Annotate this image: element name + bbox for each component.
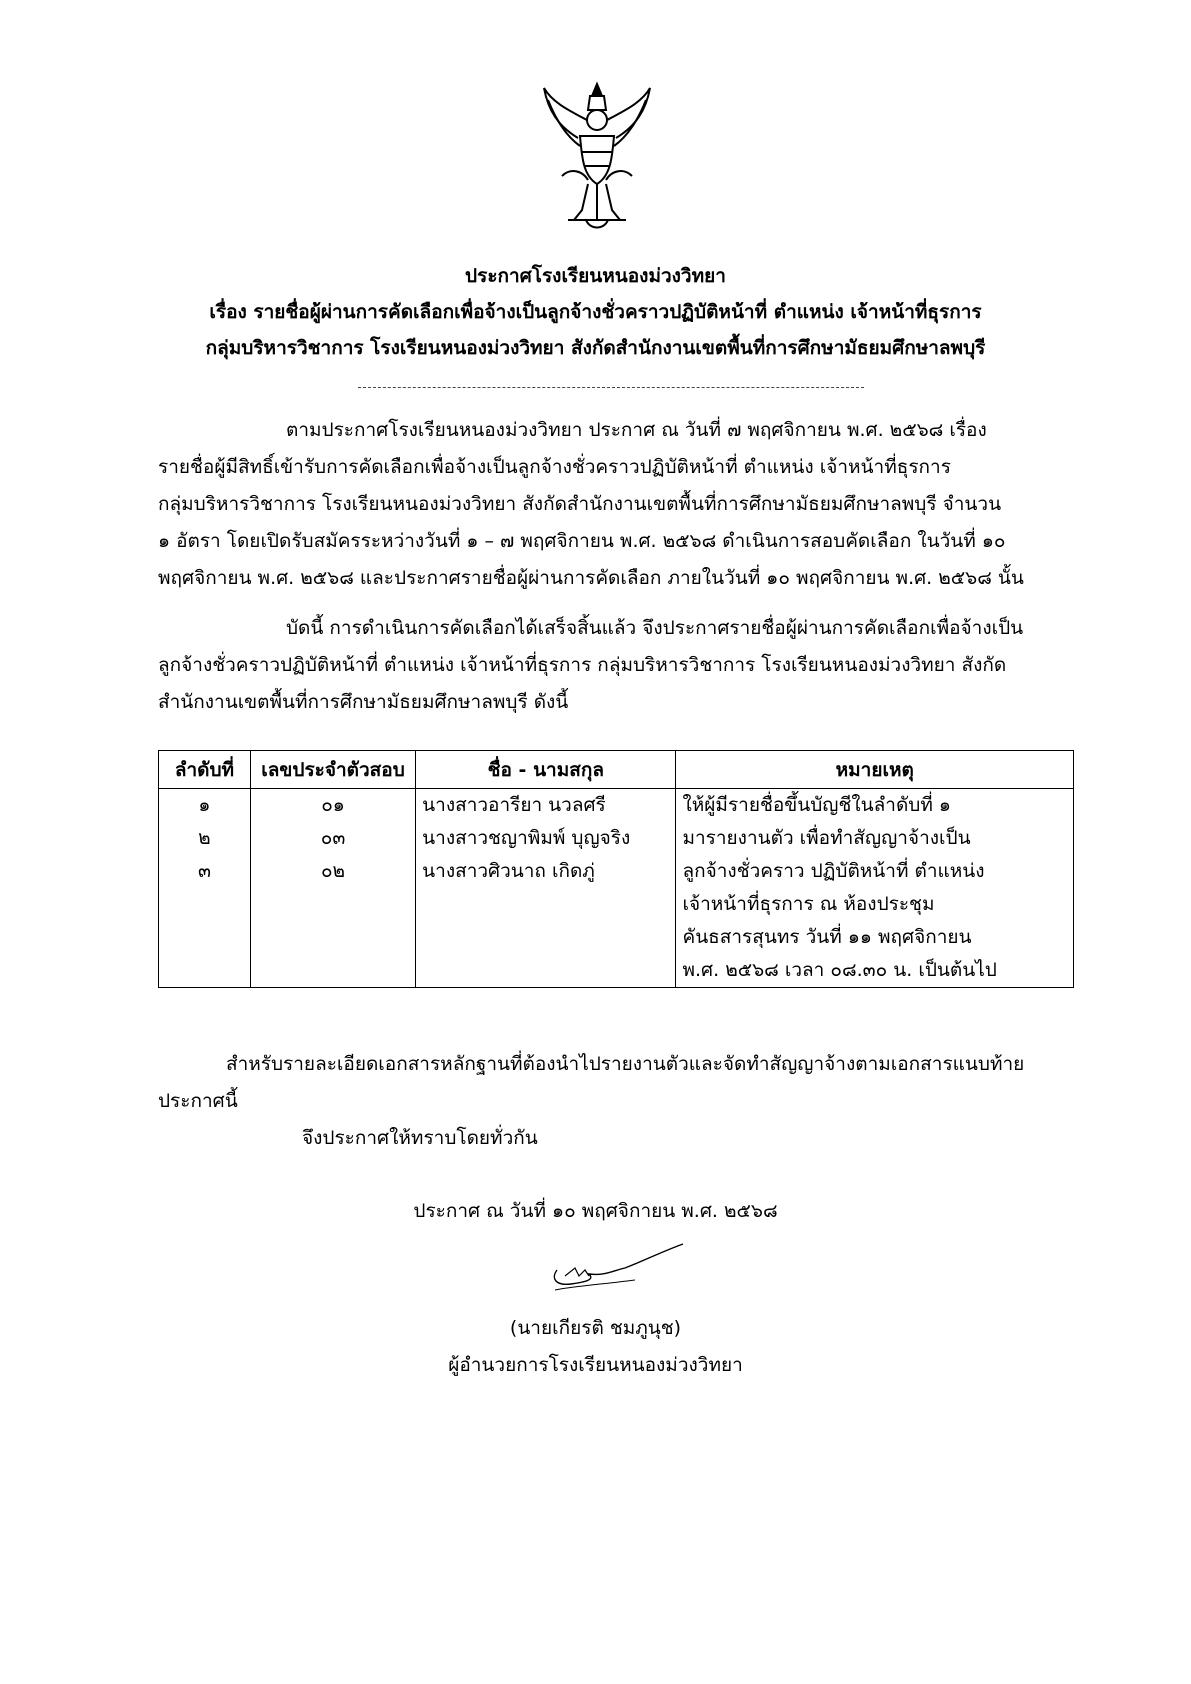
candidate-table <box>158 750 1074 988</box>
announce-text: จึงประกาศให้ทราบโดยทั่วกัน <box>302 1127 538 1149</box>
exam-id-cell: ๐๑ ๐๓ ๐๒ <box>250 789 415 988</box>
signer-title: ผู้อำนวยการโรงเรียนหนองม่วงวิทยา <box>448 1354 743 1376</box>
table-row <box>159 789 1074 988</box>
paragraph-line: กลุ่มบริหารวิชาการ โรงเรียนหนองม่วงวิทยา สังกัดสำนักงานเขตพื้นที่การศึกษามัธยมศึกษาลพบุรี จำนวน <box>158 493 1002 515</box>
signature-icon <box>545 1240 685 1296</box>
header-exam-id: เลขประจำตัวสอบ <box>250 751 415 789</box>
header-name: ชื่อ - นามสกุล <box>416 751 676 789</box>
paragraph-line: รายชื่อผู้มีสิทธิ์เข้ารับการคัดเลือกเพื่อจ้างเป็นลูกจ้างชั่วคราวปฏิบัติหน้าที่ ตำแหน่ง เจ้าหน้าที่ธุรการ <box>158 456 951 478</box>
remark-cell: ให้ผู้มีรายชื่อขึ้นบัญชีในลำดับที่ ๑ มารายงานตัว เพื่อทำสัญญาจ้างเป็น ลูกจ้างชั่วคราว ปฏิบัติหน้าที่ ตำแหน่ง เจ้าหน้าที่ธุรการ ณ ห้องประชุม คันธสารสุนทร วันที่ ๑๑ พฤศจิกายน พ.ศ. ๒๕๖๘ เวลา ๐๘.๓๐ น. เป็นต้นไป <box>676 789 1074 988</box>
signer-name: (นายเกียรติ ชมภูนุช) <box>509 1317 682 1339</box>
paragraph-line: ๑ อัตรา โดยเปิดรับสมัครระหว่างวันที่ ๑ – ๗ พฤศจิกายน พ.ศ. ๒๕๖๘ ดำเนินการสอบคัดเลือก ในวันที่ ๑๐ <box>158 530 1006 552</box>
garuda-emblem-icon <box>538 80 656 236</box>
announce-date: ประกาศ ณ วันที่ ๑๐ พฤศจิกายน พ.ศ. ๒๕๖๘ <box>413 1200 778 1222</box>
order-cell: ๑ ๒ ๓ <box>159 789 251 988</box>
announcement-title: ประกาศโรงเรียนหนองม่วงวิทยา <box>465 265 726 287</box>
name-cell: นางสาวอารียา นวลศรี นางสาวชญาพิมพ์ บุญจริง นางสาวศิวนาถ เกิดภู่ <box>416 789 676 988</box>
subject-line-1: เรื่อง รายชื่อผู้ผ่านการคัดเลือกเพื่อจ้างเป็นลูกจ้างชั่วคราวปฏิบัติหน้าที่ ตำแหน่ง เจ้าหน้าที่ธุรการ <box>209 301 982 323</box>
divider-line <box>358 387 864 388</box>
subject-line-2: กลุ่มบริหารวิชาการ โรงเรียนหนองม่วงวิทยา สังกัดสำนักงานเขตพื้นที่การศึกษามัธยมศึกษาลพบุรี <box>205 337 986 359</box>
paragraph-line: สำนักงานเขตพื้นที่การศึกษามัธยมศึกษาลพบุรี ดังนี้ <box>158 691 569 713</box>
paragraph-line: บัดนี้ การดำเนินการคัดเลือกได้เสร็จสิ้นแล้ว จึงประกาศรายชื่อผู้ผ่านการคัดเลือกเพื่อจ้างเป็น <box>286 617 1024 639</box>
closing-note-line-2: ประกาศนี้ <box>158 1090 238 1112</box>
closing-note-line-1: สำหรับรายละเอียดเอกสารหลักฐานที่ต้องนำไปรายงานตัวและจัดทำสัญญาจ้างตามเอกสารแนบท้าย <box>226 1053 1025 1075</box>
paragraph-2 <box>158 610 1074 721</box>
paragraph-line: ตามประกาศโรงเรียนหนองม่วงวิทยา ประกาศ ณ วันที่ ๗ พฤศจิกายน พ.ศ. ๒๕๖๘ เรื่อง <box>286 419 987 441</box>
header-order: ลำดับที่ <box>159 751 251 789</box>
paragraph-line: พฤศจิกายน พ.ศ. ๒๕๖๘ และประกาศรายชื่อผู้ผ่านการคัดเลือก ภายในวันที่ ๑๐ พฤศจิกายน พ.ศ. ๒๕๖๘ นั้น <box>158 567 1024 589</box>
header-remark: หมายเหตุ <box>676 751 1074 789</box>
table-header-row <box>159 751 1074 789</box>
paragraph-line: ลูกจ้างชั่วคราวปฏิบัติหน้าที่ ตำแหน่ง เจ้าหน้าที่ธุรการ กลุ่มบริหารวิชาการ โรงเรียนหนองม่วงวิทยา สังกัด <box>158 654 1007 676</box>
paragraph-1 <box>158 412 1074 597</box>
